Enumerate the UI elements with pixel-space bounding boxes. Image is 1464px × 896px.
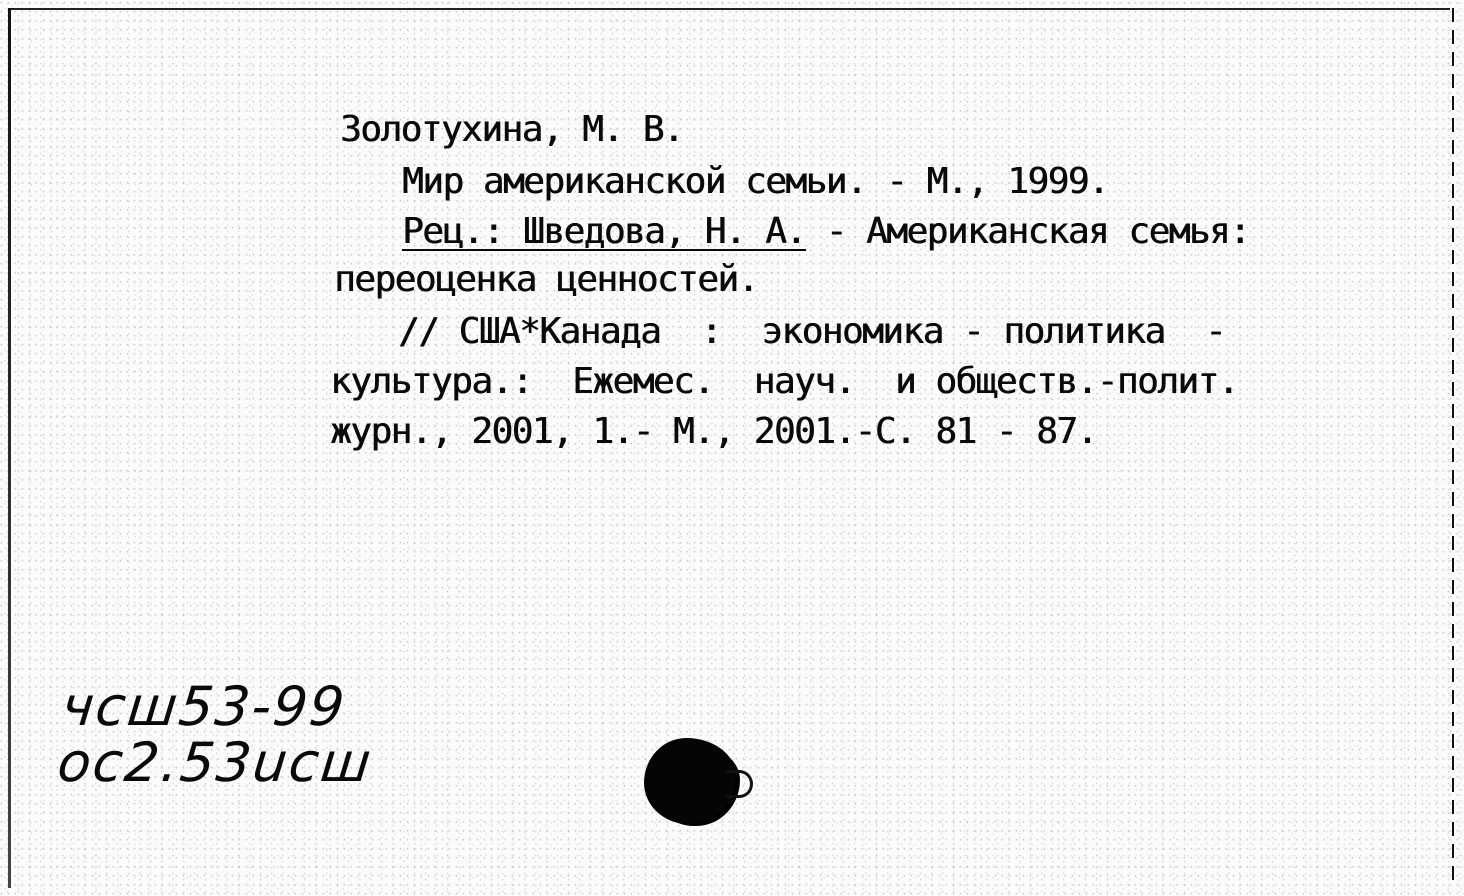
- punch-hole: [644, 738, 736, 824]
- journal-line-1: // США*Канада : экономика - политика -: [398, 311, 1226, 352]
- review-title-part1: - Американская семья:: [805, 211, 1250, 252]
- journal-line-3: журн., 2001, 1.- М., 2001.-С. 81 - 87.: [330, 411, 1097, 452]
- book-title: Мир американской семьи. - М., 1999.: [402, 161, 1109, 202]
- card-top-edge: [10, 8, 1450, 10]
- card-left-edge: [8, 8, 11, 888]
- handwritten-code-1: чсш53-99: [58, 675, 350, 738]
- review-label: Рец.: Шведова, Н. А.: [402, 211, 806, 252]
- author-name: Золотухина, М. В.: [340, 109, 683, 150]
- review-line: [402, 211, 1250, 252]
- handwritten-code-2: ос2.53ucш: [54, 731, 376, 794]
- card-right-edge: [1452, 8, 1454, 888]
- punch-hole-tear: [726, 770, 753, 798]
- review-title-part2: переоценка ценностей.: [334, 259, 758, 300]
- journal-line-2: культура.: Ежемес. науч. и обществ.-полит.: [330, 361, 1238, 402]
